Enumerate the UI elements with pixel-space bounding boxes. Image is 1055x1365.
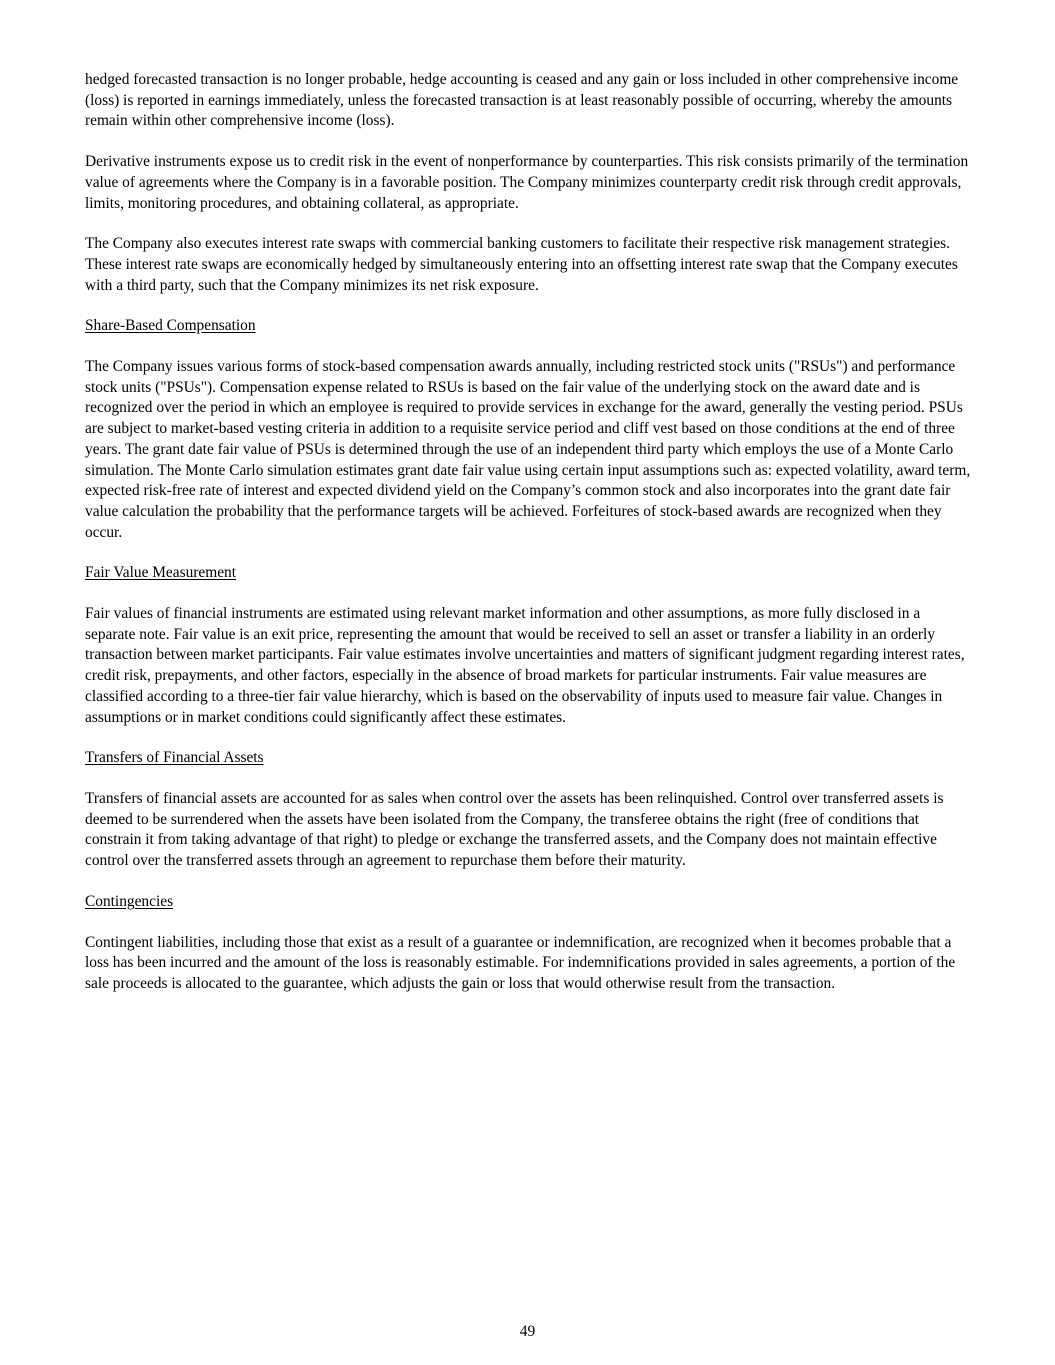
paragraph-transfers-of-financial-assets: Transfers of financial assets are accounted for as sales when control over the assets has been relinquished. Control over transferred assets is deemed to be surrendered when the assets have been isolated from the Company, the transferee obtains the right (free of conditions that constrain it from taking advantage of that right) to pledge or exchange the transferred assets, and the Company does not maintain effective control over the transferred assets through an agreement to repurchase them before their maturity.: [85, 789, 944, 870]
heading-transfers-of-financial-assets: Transfers of Financial Assets: [85, 749, 264, 767]
paragraph-contingencies: Contingent liabilities, including those that exist as a result of a guarantee or indemnification, are recognized when it becomes probable that a loss has been incurred and the amount of the loss is reasonably estimable. For indemnifications provided in sales agreements, a portion of the sale proceeds is allocated to the guarantee, which adjusts the gain or loss that would otherwise result from the transaction.: [85, 933, 956, 992]
heading-contingencies: Contingencies: [85, 892, 174, 910]
paragraph-fair-value-measurement: Fair values of financial instruments are estimated using relevant market information and other assumptions, as more fully disclosed in a separate note. Fair value is an exit price, representing the amount that would be received to sell an asset or transfer a liability in an orderly transaction between market participants. Fair value estimates involve uncertainties and matters of significant judgment regarding interest rates, credit risk, prepayments, and other factors, especially in the absence of broad markets for particular instruments. Fair value measures are classified according to a three-tier fair value hierarchy, which is based on the observability of inputs used to measure fair value. Changes in assumptions or in market conditions could significantly affect these estimates.: [85, 605, 965, 726]
paragraph-interest-rate-swaps: The Company also executes interest rate swaps with commercial banking customers to facilitate their respective risk management strategies. These interest rate swaps are economically hedged by simultaneously entering into an offsetting interest rate swap that the Company executes with a third party, such that the Company minimizes its net risk exposure.: [85, 235, 958, 294]
paragraph-credit-risk: Derivative instruments expose us to credit risk in the event of nonperformance by counterparties. This risk consists primarily of the termination value of agreements where the Company is in a favorable position. The Company minimizes counterparty credit risk through credit approvals, limits, monitoring procedures, and obtaining collateral, as appropriate.: [85, 153, 969, 212]
heading-fair-value-measurement: Fair Value Measurement: [85, 564, 237, 582]
paragraph-hedge-accounting: hedged forecasted transaction is no longer probable, hedge accounting is ceased and any gain or loss included in other comprehensive income (loss) is reported in earnings immediately, unless the forecasted transaction is at least reasonably possible of occurring, whereby the amounts remain within other comprehensive income (loss).: [85, 71, 959, 130]
document-page: [85, 70, 973, 1015]
page-number: 49: [519, 1323, 536, 1340]
paragraph-share-based-compensation: The Company issues various forms of stock-based compensation awards annually, including restricted stock units ("RSUs") and performance stock units ("PSUs"). Compensation expense related to RSUs is based on the fair value of the underlying stock on the award date and is recognized over the period in which an employee is required to provide services in exchange for the award, generally the vesting period. PSUs are subject to market-based vesting criteria in addition to a requisite service period and cliff vest based on those conditions at the end of three years. The grant date fair value of PSUs is determined through the use of an independent third party which employs the use of a Monte Carlo simulation. The Monte Carlo simulation estimates grant date fair value using certain input assumptions such as: expected volatility, award term, expected risk-free rate of interest and expected dividend yield on the Company’s common stock and also incorporates into the grant date fair value calculation the probability that the performance targets will be achieved. Forfeitures of stock-based awards are recognized when they occur.: [85, 358, 971, 541]
heading-share-based-compensation: Share-Based Compensation: [85, 317, 256, 335]
